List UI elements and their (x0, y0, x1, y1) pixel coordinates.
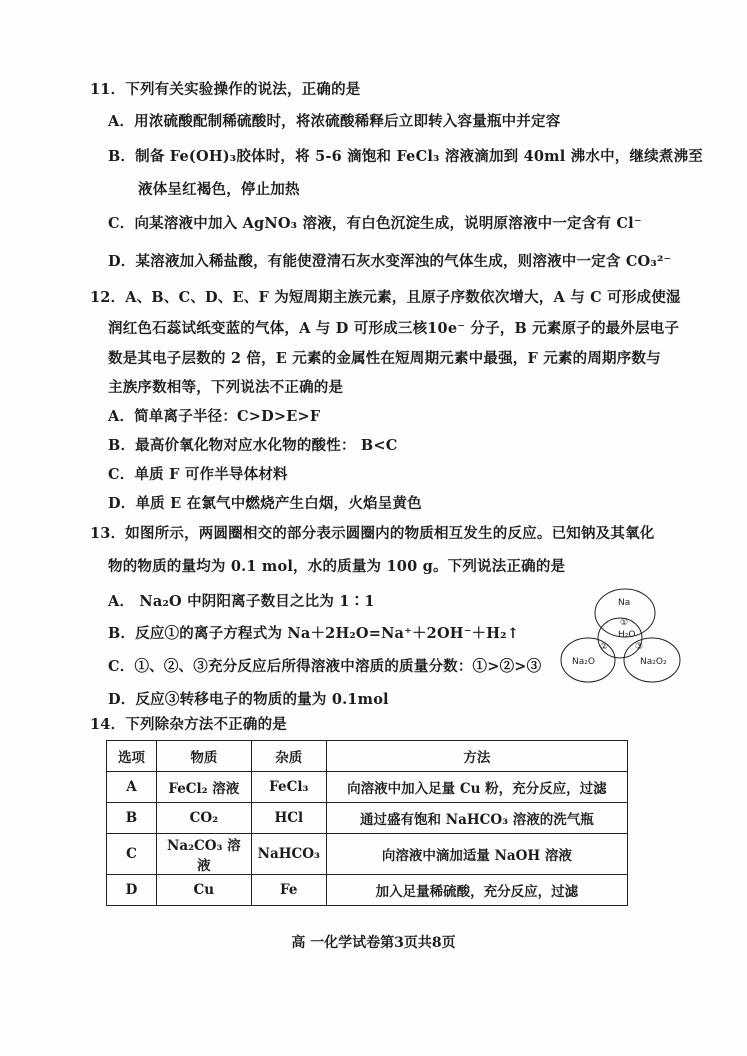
cell-option: A (107, 772, 157, 803)
q12-stem-line1: 12．A、B、C、D、E、F 为短周期主族元素，且原子序数依次增大，A 与 C 可形成使湿 (90, 289, 681, 306)
q13-option-c: C．①、②、③充分反应后所得溶液中溶质的质量分数：①>②>③ (108, 658, 542, 675)
venn-diagram (560, 585, 700, 690)
table-row (107, 772, 628, 803)
venn-marker-1: ① (620, 618, 629, 628)
cell-substance: CO₂ (156, 803, 251, 834)
venn-label-na: Na (618, 598, 631, 608)
q11-option-d: D．某溶液加入稀盐酸，有能使澄清石灰水变浑浊的气体生成，则溶液中一定含 CO₃²⁻ (108, 253, 672, 270)
q11-option-b: B．制备 Fe(OH)₃胶体时，将 5-6 滴饱和 FeCl₃ 溶液滴加到 40ml 沸水中，继续煮沸至 (108, 148, 703, 165)
venn-label-na2o: Na₂O (572, 657, 595, 667)
q13-stem-line2: 物的物质的量均为 0.1 mol，水的质量为 100 g。下列说法正确的是 (108, 558, 566, 575)
header-substance: 物质 (156, 741, 251, 772)
q11-option-a: A．用浓硫酸配制稀硫酸时，将浓硫酸稀释后立即转入容量瓶中并定容 (108, 113, 561, 130)
cell-impurity: Fe (251, 875, 326, 906)
table-row (107, 803, 628, 834)
venn-marker-2: ② (600, 642, 609, 652)
cell-impurity: HCl (251, 803, 326, 834)
q13-option-a: A． Na₂O 中阴阳离子数目之比为 1∶1 (108, 593, 375, 610)
cell-impurity: NaHCO₃ (251, 834, 326, 875)
venn-marker-3: ③ (635, 642, 644, 652)
cell-option: D (107, 875, 157, 906)
q12-option-b: B．最高价氧化物对应水化物的酸性： B<C (108, 437, 398, 454)
q13-option-d: D．反应③转移电子的物质的量为 0.1mol (108, 691, 389, 708)
table-row (107, 875, 628, 906)
header-option: 选项 (107, 741, 157, 772)
cell-method: 向溶液中滴加适量 NaOH 溶液 (326, 834, 627, 875)
q13-stem-line1: 13．如图所示，两圆圈相交的部分表示圆圈内的物质相互发生的反应。已知钠及其氧化 (90, 525, 655, 542)
q12-option-c: C．单质 F 可作半导体材料 (108, 466, 288, 483)
cell-option: C (107, 834, 157, 875)
header-impurity: 杂质 (251, 741, 326, 772)
table-header-row (107, 741, 628, 772)
table-row (107, 834, 628, 875)
purification-table (106, 740, 628, 906)
q12-stem-line4: 主族序数相等，下列说法不正确的是 (108, 379, 344, 396)
q12-option-a: A．简单离子半径：C>D>E>F (108, 408, 321, 425)
venn-label-h2o: H₂O (618, 630, 636, 640)
q11-stem: 11．下列有关实验操作的说法，正确的是 (90, 81, 361, 98)
cell-substance: Na₂CO₃ 溶液 (156, 834, 251, 875)
q12-stem-line3: 数是其电子层数的 2 倍，E 元素的金属性在短周期元素中最强，F 元素的周期序数与 (108, 350, 661, 367)
q11-option-c: C．向某溶液中加入 AgNO₃ 溶液，有白色沉淀生成，说明原溶液中一定含有 Cl⁻ (108, 215, 642, 232)
cell-method: 向溶液中加入足量 Cu 粉，充分反应，过滤 (326, 772, 627, 803)
venn-label-na2o2: Na₂O₂ (640, 657, 667, 667)
cell-method: 加入足量稀硫酸，充分反应，过滤 (326, 875, 627, 906)
q11-option-b-cont: 液体呈红褐色，停止加热 (138, 181, 300, 198)
q12-option-d: D．单质 E 在氯气中燃烧产生白烟，火焰呈黄色 (108, 495, 422, 512)
q13-option-b: B．反应①的离子方程式为 Na＋2H₂O=Na⁺＋2OH⁻＋H₂↑ (108, 625, 520, 642)
q14-stem: 14．下列除杂方法不正确的是 (90, 716, 287, 733)
q12-stem-line2: 润红色石蕊试纸变蓝的气体，A 与 D 可形成三核10e⁻ 分子，B 元素原子的最外层电子 (108, 320, 680, 337)
cell-method: 通过盛有饱和 NaHCO₃ 溶液的洗气瓶 (326, 803, 627, 834)
cell-substance: Cu (156, 875, 251, 906)
page-footer: 高 一化学试卷第3页共8页 (291, 935, 456, 951)
header-method: 方法 (326, 741, 627, 772)
cell-substance: FeCl₂ 溶液 (156, 772, 251, 803)
cell-option: B (107, 803, 157, 834)
cell-impurity: FeCl₃ (251, 772, 326, 803)
